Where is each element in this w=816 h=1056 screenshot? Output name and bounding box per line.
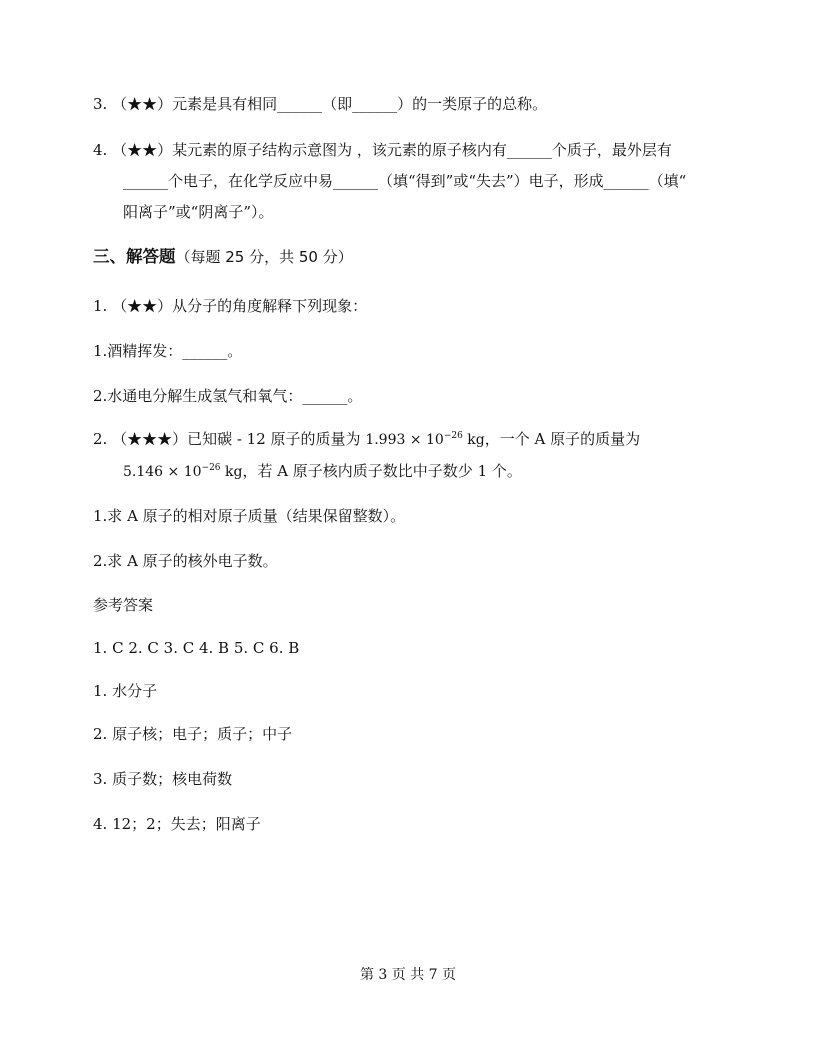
answer-question-1-part-1: 1.酒精挥发：______。: [93, 342, 243, 360]
stem-text: ，一个 A 原子的质量为: [484, 430, 641, 448]
section-note: （每题 25 分，共 50 分）: [175, 248, 353, 266]
reference-answers-title: 参考答案: [93, 596, 154, 614]
carbon-mass-unit: kg: [462, 432, 485, 448]
answer-question-1-part-2: 2.水通电分解生成氢气和氧气：______。: [93, 387, 363, 405]
reference-fill-answer-4: 4. 12；2；失去；阳离子: [93, 815, 261, 833]
stem-text: 2. （★★★）已知碳 - 12 原子的质量为: [93, 430, 366, 448]
a-atom-mass-unit: kg: [220, 464, 243, 480]
question-4-line-2: ______个电子，在化学反应中易______（填“得到”或“失去”）电子，形成______（填“: [123, 172, 687, 190]
a-atom-mass-exponent: −26: [201, 463, 221, 473]
answer-question-2-stem-line-2: [123, 461, 522, 482]
answer-question-2-part-1: 1.求 A 原子的相对原子质量（结果保留整数）。: [93, 507, 406, 525]
answer-question-2-part-2: 2.求 A 原子的核外电子数。: [93, 552, 278, 570]
section-3-heading: [93, 247, 353, 267]
answer-question-2-stem-line-1: [93, 429, 640, 450]
reference-choice-answers: 1. C 2. C 3. C 4. B 5. C 6. B: [93, 639, 300, 657]
page-number-footer: 第 3 页 共 7 页: [359, 967, 457, 983]
question-4-line-1: 4. （★★）某元素的原子结构示意图为 ，该元素的原子核内有______个质子，最外层有: [93, 141, 672, 159]
question-4-line-3: 阳离子”或“阴离子”）。: [123, 203, 274, 221]
a-atom-mass-formula: [123, 464, 242, 480]
carbon-mass-exponent: −26: [443, 431, 463, 441]
reference-fill-answer-2: 2. 原子核；电子；质子；中子: [93, 725, 293, 743]
a-atom-mass-mantissa: 5.146 × 10: [123, 464, 202, 480]
carbon-mass-mantissa: 1.993 × 10: [365, 432, 444, 448]
section-title: 三、解答题: [93, 247, 176, 266]
answer-question-1-stem: 1. （★★）从分子的角度解释下列现象：: [93, 297, 368, 315]
carbon-mass-formula: [365, 432, 484, 448]
reference-fill-answer-1: 1. 水分子: [93, 682, 158, 700]
stem-text: ，若 A 原子核内质子数比中子数少 1 个。: [242, 462, 522, 480]
question-3-fill-in: 3. （★★）元素是具有相同______（即______）的一类原子的总称。: [93, 95, 548, 113]
reference-fill-answer-3: 3. 质子数；核电荷数: [93, 770, 233, 788]
